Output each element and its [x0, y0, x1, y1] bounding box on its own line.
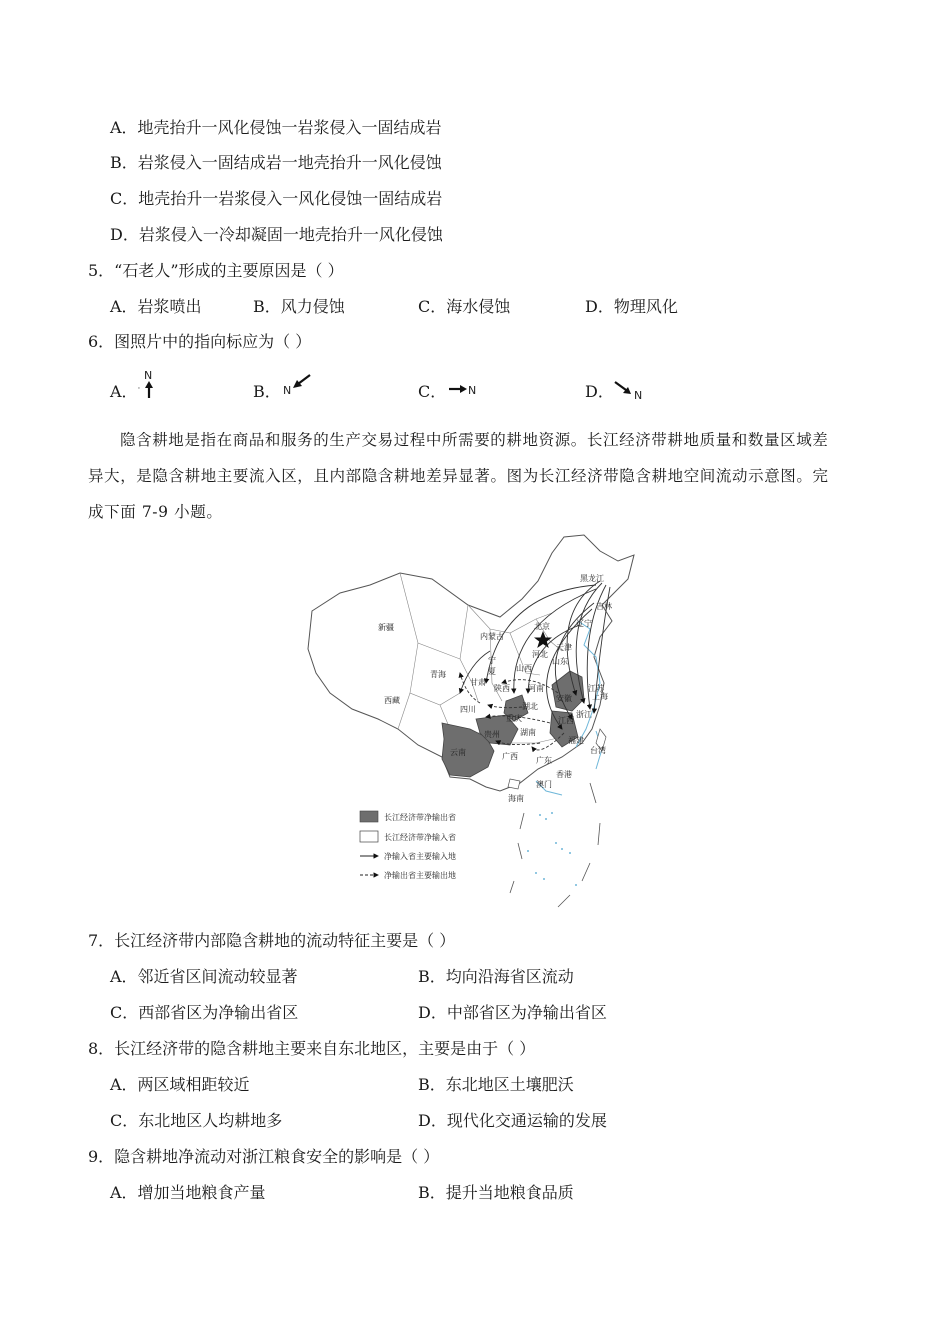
q6-option-b: B．: [253, 382, 281, 401]
label-fujian: 福建: [568, 736, 584, 745]
label-henan: 河南: [528, 684, 544, 693]
passage-line-2: 异大，是隐含耕地主要流入区，且内部隐含耕地差异显著。图为长江经济带隐含耕地空间流动示意图。完: [88, 467, 829, 485]
q4-option-c: C．地壳抬升一岩浆侵入一风化侵蚀一固结成岩: [110, 189, 443, 208]
label-zhejiang: 浙江: [576, 710, 592, 719]
islands: [527, 812, 577, 886]
arrow-n-label: N: [634, 389, 643, 402]
q5-stem: 5．“石老人”形成的主要原因是（ ）: [88, 261, 344, 280]
q8-option-a: A．两区域相距较近: [110, 1075, 250, 1094]
label-gansu: 甘肃: [470, 678, 486, 687]
q5-option-a: A．岩浆喷出: [110, 297, 202, 316]
label-yunnan: 云南: [450, 748, 466, 757]
q4-option-b: B．岩浆侵入一固结成岩一地壳抬升一风化侵蚀: [110, 153, 442, 172]
label-shandong: 山东: [552, 657, 568, 666]
arrow-n-label: N: [283, 384, 292, 397]
q9-option-a: A．增加当地粮食产量: [110, 1183, 266, 1202]
label-shanxi: 山西: [516, 664, 532, 673]
label-guizhou: 贵州: [484, 730, 500, 739]
label-xianggang: 香港: [556, 770, 572, 779]
label-jiangxi: 江西: [558, 716, 574, 725]
label-jilin: 吉林: [596, 602, 612, 611]
q7-option-a: A．邻近省区间流动较显著: [110, 967, 298, 986]
legend-swatch-import: [360, 831, 378, 842]
passage-line-1: 隐含耕地是指在商品和服务的生产交易过程中所需要的耕地资源。长江经济带耕地质量和数量区域差: [120, 431, 829, 449]
label-heilongjiang: 黑龙江: [580, 574, 604, 583]
q4-option-d: D．岩浆侵入一冷却凝固一地壳抬升一风化侵蚀: [110, 225, 443, 244]
hidden-farmland-flow-map: [300, 533, 645, 915]
q7-option-c: C．西部省区为净输出省区: [110, 1003, 299, 1022]
label-ningxia-2: 夏: [488, 667, 496, 676]
label-hainan: 海南: [508, 794, 524, 803]
label-neimenggu: 内蒙古: [480, 632, 504, 641]
q8-stem: 8．长江经济带的隐含耕地主要来自东北地区，主要是由于（ ）: [88, 1039, 536, 1058]
label-anhui: 安徽: [556, 694, 572, 703]
label-beijing: 北京: [534, 622, 550, 631]
label-sichuan: 四川: [460, 705, 476, 714]
passage-line-3: 成下面 7-9 小题。: [88, 503, 223, 521]
label-shaanxi: 陕西: [494, 684, 510, 693]
label-guangxi: 广西: [502, 752, 518, 761]
legend-swatch-export: [360, 811, 378, 822]
legend-dashed-arrow: 净输出省主要输出地: [384, 871, 456, 880]
q6-option-d: D．: [585, 382, 614, 401]
north-arrow-southeast-icon: [612, 378, 648, 402]
q8-option-d: D．现代化交通运输的发展: [418, 1111, 607, 1130]
label-taiwan: 台湾: [590, 746, 606, 755]
q5-option-d: D．物理风化: [585, 297, 678, 316]
label-guangdong: 广东: [536, 756, 552, 765]
label-aomen: 澳门: [536, 780, 552, 789]
svg-text:': ': [138, 386, 140, 394]
q7-stem: 7．长江经济带内部隐含耕地的流动特征主要是（ ）: [88, 931, 456, 950]
map-legend: [360, 811, 456, 880]
north-arrow-northwest-icon: [280, 370, 316, 398]
label-hubei: 湖北: [522, 702, 538, 711]
label-hebei: 河北: [532, 650, 548, 659]
legend-export: 长江经济带净输出省: [384, 813, 456, 822]
legend-import: 长江经济带净输入省: [384, 833, 456, 842]
label-hunan: 湖南: [520, 728, 536, 737]
q9-stem: 9．隐含耕地净流动对浙江粮食安全的影响是（ ）: [88, 1147, 440, 1166]
q6-option-c: C．: [418, 382, 447, 401]
hainan-island: [508, 779, 520, 789]
q7-option-b: B．均向沿海省区流动: [418, 967, 574, 986]
q4-option-a: A．地壳抬升一风化侵蚀一岩浆侵入一固结成岩: [110, 118, 442, 137]
q8-option-c: C．东北地区人均耕地多: [110, 1111, 283, 1130]
label-tianjin: 天津: [556, 643, 572, 652]
q6-option-a: A．: [110, 382, 138, 401]
label-liaoning: 辽宁: [576, 619, 592, 628]
q7-option-d: D．中部省区为净输出省区: [418, 1003, 607, 1022]
arrow-n-label: N: [144, 369, 153, 382]
label-qinghai: 青海: [430, 670, 446, 679]
q5-option-b: B．风力侵蚀: [253, 297, 345, 316]
legend-solid-arrow: 净输入省主要输入地: [384, 852, 456, 861]
reading-passage: [88, 422, 863, 530]
q5-option-c: C．海水侵蚀: [418, 297, 511, 316]
arrow-n-label: N: [468, 384, 477, 397]
north-arrow-up-icon: [136, 368, 162, 402]
label-jiangsu: 江苏: [588, 684, 604, 693]
label-xinjiang: 新疆: [378, 623, 394, 632]
label-shanghai: 上海: [592, 692, 608, 701]
north-arrow-east-icon: [446, 378, 482, 398]
q8-option-b: B．东北地区土壤肥沃: [418, 1075, 574, 1094]
label-chongqing: 重庆: [506, 714, 522, 723]
q6-stem: 6．图照片中的指向标应为（ ）: [88, 332, 312, 351]
label-ningxia-1: 宁: [488, 656, 496, 665]
q9-option-b: B．提升当地粮食品质: [418, 1183, 574, 1202]
label-xizang: 西藏: [384, 696, 400, 705]
